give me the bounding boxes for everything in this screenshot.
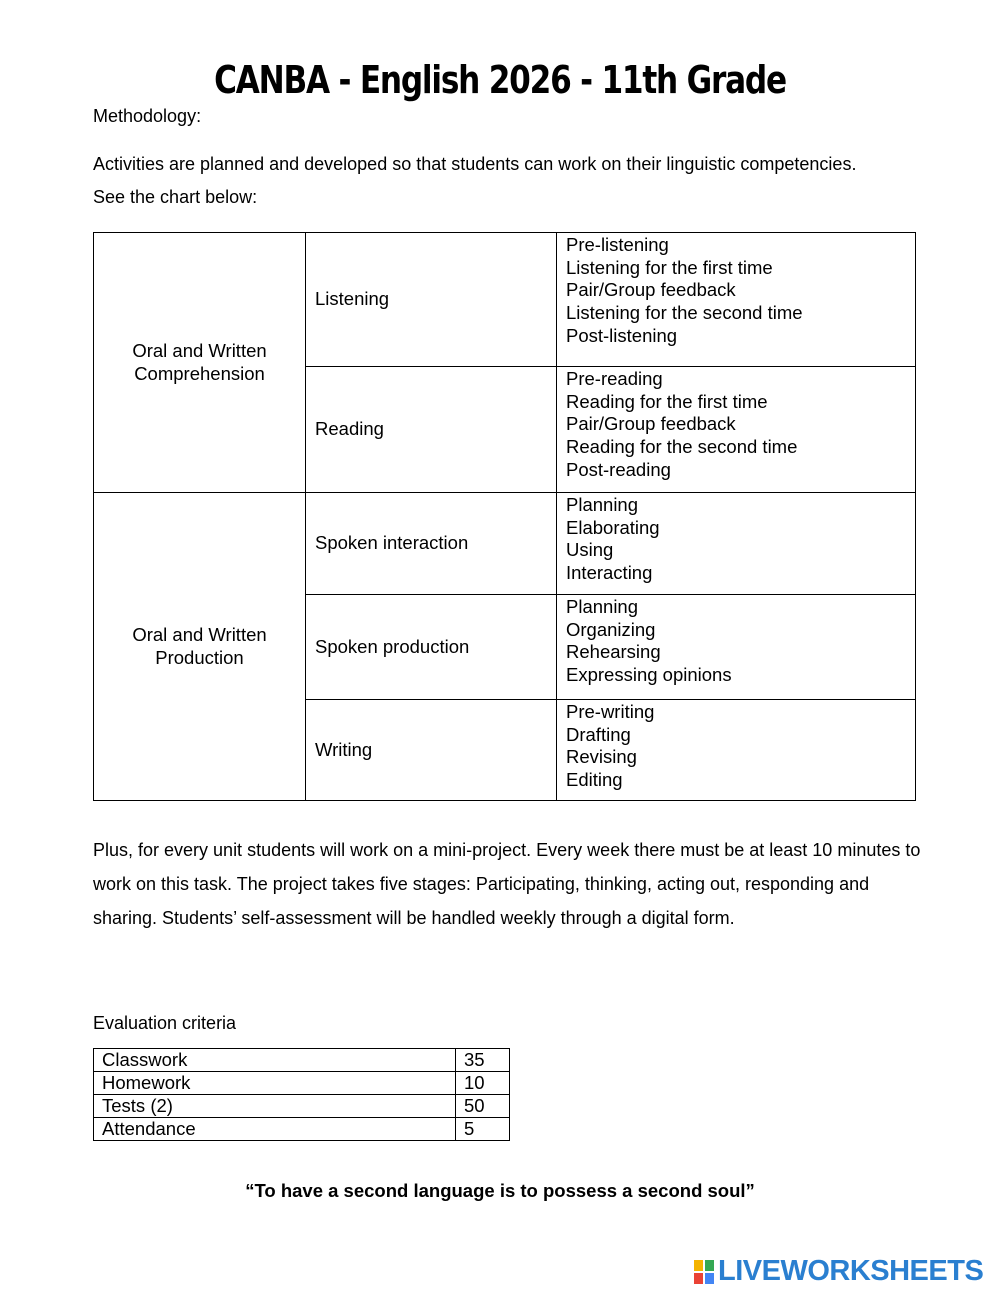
- steps-cell: [557, 493, 916, 595]
- criteria-item: Homework: [94, 1072, 456, 1095]
- table-row: [94, 233, 916, 367]
- step-item: Pair/Group feedback: [566, 279, 736, 301]
- evaluation-table: [93, 1048, 510, 1141]
- step-item: Pair/Group feedback: [566, 413, 736, 435]
- criteria-value: 35: [456, 1049, 510, 1072]
- step-item: Rehearsing: [566, 641, 661, 663]
- step-item: Reading for the second time: [566, 436, 798, 458]
- skill-cell: Spoken interaction: [306, 493, 557, 595]
- intro-line-1: Activities are planned and developed so that students can work on their linguistic competencies.: [93, 154, 857, 174]
- step-item: Pre-reading: [566, 368, 663, 389]
- liveworksheets-logo[interactable]: [693, 1255, 983, 1288]
- step-item: Pre-writing: [566, 701, 655, 722]
- step-item: Interacting: [566, 562, 653, 584]
- step-item: Post-reading: [566, 458, 671, 480]
- page-title: CANBA - English 2026 - 11th Grade: [214, 58, 786, 102]
- step-item: Planning: [566, 596, 639, 617]
- skill-cell: Spoken production: [306, 595, 557, 700]
- steps-cell: [557, 367, 916, 493]
- step-item: Listening for the second time: [566, 302, 803, 324]
- evaluation-label: Evaluation criteria: [93, 1013, 237, 1033]
- criteria-value: 5: [456, 1118, 510, 1141]
- area-cell: Oral and Written Comprehension: [94, 233, 306, 493]
- step-item: Post-listening: [566, 324, 678, 346]
- steps-cell: [557, 700, 916, 801]
- skill-cell: Listening: [306, 233, 557, 367]
- skill-cell: Reading: [306, 367, 557, 493]
- criteria-item: Tests (2): [94, 1095, 456, 1118]
- step-item: Expressing opinions: [566, 664, 732, 686]
- skill-cell: Writing: [306, 700, 557, 801]
- step-item: Planning: [566, 494, 639, 515]
- methodology-label: Methodology:: [93, 106, 202, 126]
- criteria-item: Attendance: [94, 1118, 456, 1141]
- step-item: Using: [566, 539, 614, 561]
- steps-cell: [557, 233, 916, 367]
- project-paragraph: Plus, for every unit students will work on a mini-project. Every week there must be at least 10 minutes to work on this task. The project takes five stages: Participating, thinking, acting out, responding and sharing. Students’ self-assessment will be handled weekly through a digital form.: [93, 840, 921, 928]
- methodology-table: [93, 232, 916, 801]
- criteria-value: 10: [456, 1072, 510, 1095]
- steps-cell: [557, 595, 916, 700]
- step-item: Listening for the first time: [566, 256, 773, 278]
- step-item: Reading for the first time: [566, 390, 768, 412]
- table-row: [94, 493, 916, 595]
- area-cell: Oral and Written Production: [94, 493, 306, 801]
- criteria-item: Classwork: [94, 1049, 456, 1072]
- closing-quote: “To have a second language is to possess a second soul”: [245, 1180, 755, 1201]
- table-row: [94, 1072, 510, 1095]
- logo-text: LIVEWORKSHEETS: [718, 1255, 984, 1287]
- criteria-value: 50: [456, 1095, 510, 1118]
- step-item: Pre-listening: [566, 234, 669, 255]
- table-row: [94, 1049, 510, 1072]
- step-item: Elaborating: [566, 516, 660, 538]
- liveworksheets-logo-icon: [693, 1259, 715, 1285]
- intro-line-2: See the chart below:: [93, 187, 258, 207]
- step-item: Revising: [566, 746, 637, 768]
- table-row: [94, 1095, 510, 1118]
- step-item: Organizing: [566, 618, 656, 640]
- table-row: [94, 1118, 510, 1141]
- step-item: Editing: [566, 769, 623, 791]
- step-item: Drafting: [566, 723, 631, 745]
